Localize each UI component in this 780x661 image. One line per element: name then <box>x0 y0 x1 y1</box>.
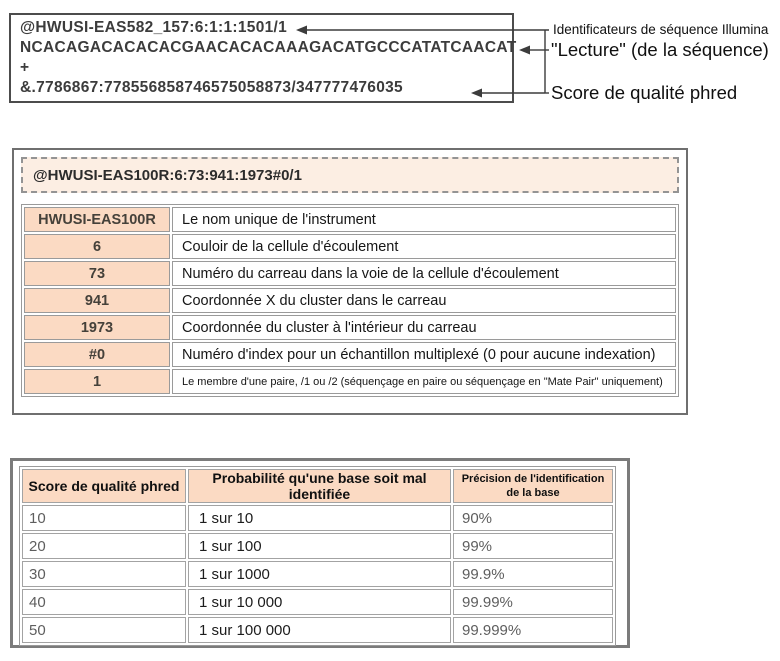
arrowhead-identifier-icon <box>296 26 307 35</box>
score-column-header: Score de qualité phred <box>22 469 186 503</box>
field-cell: 1 <box>24 369 170 394</box>
precision-cell: 99% <box>453 533 613 559</box>
table-row <box>22 561 613 587</box>
fastq-quality-line: &.7786867:778556858746575058873/347777476035 <box>20 79 403 96</box>
description-cell: Couloir de la cellule d'écoulement <box>172 234 676 259</box>
field-cell: HWUSI-EAS100R <box>24 207 170 232</box>
score-cell: 30 <box>22 561 186 587</box>
table-row <box>24 342 676 367</box>
table-row <box>24 288 676 313</box>
precision-column-header <box>453 469 613 503</box>
field-cell: 941 <box>24 288 170 313</box>
precision-cell: 99.999% <box>453 617 613 643</box>
description-cell: Numéro du carreau dans la voie de la cellule d'écoulement <box>172 261 676 286</box>
score-cell: 50 <box>22 617 186 643</box>
field-cell: 73 <box>24 261 170 286</box>
fastq-id-line: @HWUSI-EAS582_157:6:1:1:1501/1 <box>20 19 288 36</box>
description-cell: Le membre d'une paire, /1 ou /2 (séquençage en paire ou séquençage en "Mate Pair" uniquement) <box>172 369 676 394</box>
precision-cell: 99.9% <box>453 561 613 587</box>
identifier-example-header: @HWUSI-EAS100R:6:73:941:1973#0/1 <box>21 157 679 193</box>
score-cell: 40 <box>22 589 186 615</box>
probability-cell: 1 sur 100 000 <box>188 617 451 643</box>
table-row <box>24 315 676 340</box>
table-row <box>22 533 613 559</box>
description-cell: Numéro d'index pour un échantillon multiplexé (0 pour aucune indexation) <box>172 342 676 367</box>
precision-header-line2: de la base <box>506 487 560 499</box>
field-cell: #0 <box>24 342 170 367</box>
probability-cell: 1 sur 100 <box>188 533 451 559</box>
precision-header-line1: Précision de l'identification <box>461 472 605 485</box>
field-cell: 1973 <box>24 315 170 340</box>
probability-cell: 1 sur 1000 <box>188 561 451 587</box>
identifier-annotation-label: Identificateurs de séquence Illumina <box>553 22 769 37</box>
fastq-sequence-line: NCACAGACACACACGAACACACAAAGACATGCCCATATCAACAT <box>20 39 517 56</box>
table-row <box>22 617 613 643</box>
probability-cell: 1 sur 10 000 <box>188 589 451 615</box>
probability-column-header: Probabilité qu'une base soit mal identifiée <box>188 469 451 503</box>
table-row <box>22 589 613 615</box>
table-row <box>24 261 676 286</box>
table-row <box>24 234 676 259</box>
arrowhead-read-icon <box>519 46 530 55</box>
description-cell: Coordonnée X du cluster dans le carreau <box>172 288 676 313</box>
precision-cell: 90% <box>453 505 613 531</box>
table-row <box>24 369 676 394</box>
field-cell: 6 <box>24 234 170 259</box>
score-cell: 10 <box>22 505 186 531</box>
score-cell: 20 <box>22 533 186 559</box>
identifier-breakdown-table <box>21 204 679 397</box>
table-row <box>22 505 613 531</box>
description-cell: Le nom unique de l'instrument <box>172 207 676 232</box>
fastq-separator-line: + <box>20 59 30 76</box>
phred-score-table <box>19 466 616 646</box>
table-row <box>24 207 676 232</box>
arrowhead-quality-icon <box>471 89 482 98</box>
precision-cell: 99.99% <box>453 589 613 615</box>
probability-cell: 1 sur 10 <box>188 505 451 531</box>
quality-annotation-label: Score de qualité phred <box>551 82 738 103</box>
table-header-row <box>22 469 613 503</box>
identifier-breakdown-box <box>12 148 688 415</box>
read-annotation-label: "Lecture" (de la séquence) <box>551 39 769 60</box>
phred-score-box <box>10 458 630 648</box>
description-cell: Coordonnée du cluster à l'intérieur du carreau <box>172 315 676 340</box>
